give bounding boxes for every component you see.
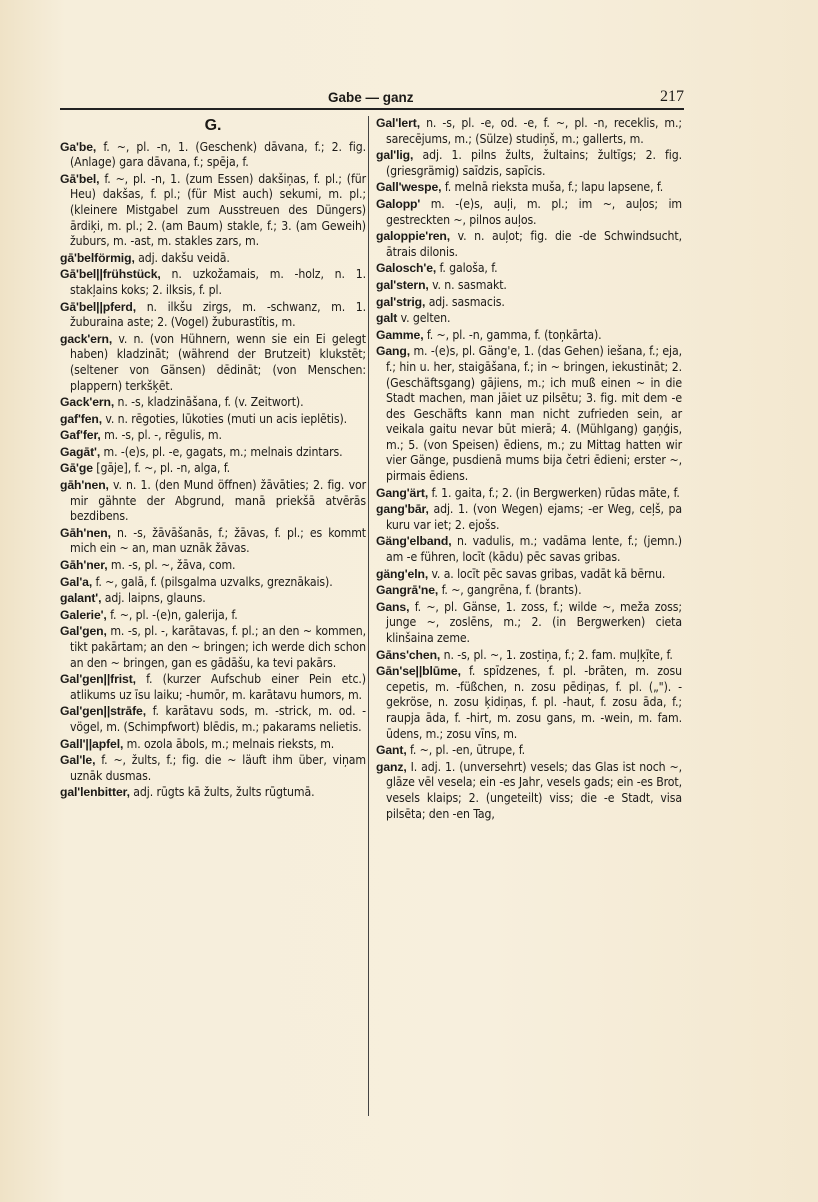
entry-headword: Gans, [376,599,410,614]
entry-headword: galoppie'ren, [376,229,451,244]
entry-definition: v. a. locīt pēc savas gribas, vadāt kā bērnu. [428,566,666,581]
entry-headword: Gal'le, [60,753,96,768]
right-entries [376,116,682,822]
entry-definition: m. -s, pl. ~, žāva, com. [107,558,236,573]
entry-headword: Gall'wespe, [376,180,442,195]
entry-headword: Galopp' [376,196,421,211]
entry-headword: galant', [60,591,102,606]
entry-headword: Gal'lert, [376,116,420,130]
entry-headword: Gang, [376,344,411,359]
dictionary-entry [60,737,366,753]
entry-headword: gā'belförmig, [60,250,135,265]
entry-definition: f. karātavu sods, m. -strick, m. od. -vögel, m. (Schimpfwort) blēdis, m.; pakarams nelietis. [70,704,366,734]
entry-headword: Gāh'ner, [60,558,108,573]
dictionary-entry [60,172,366,250]
entry-definition: v. n. sasmakt. [428,277,507,292]
entry-headword: gack'ern, [60,331,113,346]
dictionary-entry [376,502,682,533]
entry-definition: v. n. 1. (den Mund öffnen) žāvāties; 2. fig. vor mir gähnte der Abgrund, manā priekšā atvērās bezdibens. [70,478,366,524]
entry-headword: gang'bār, [376,502,429,517]
entry-headword: gaf'fen, [60,411,103,426]
entry-headword: gal'lig, [376,148,414,163]
dictionary-entry [60,395,366,411]
dictionary-entry [60,428,366,444]
entry-definition: f. ~, gangrēna, f. (brants). [438,583,582,598]
entry-definition: f. ~, pl. Gänse, 1. zoss, f.; wilde ~, meža zoss; junge ~, zoslēns, m.; 2. (in Bergwerken) cieta klinšaina zeme. [386,599,682,645]
entry-headword: Galosch'e, [376,261,437,276]
entry-definition: adj. rūgts kā žults, žults rūgtumā. [129,785,315,800]
entry-definition: I. adj. 1. (unversehrt) vesels; das Glas ist noch ~, glāze vēl vesela; ein -es Jahr, vesels gads; ein -es Brot, vesels klaips; 2. (ungeteilt) viss; die -e Stadt, visa pilsēta; den -en Tag, [386,759,682,821]
entry-definition: [gāje], f. ~, pl. -n, alga, f. [92,461,231,476]
entry-definition: f. melnā rieksta muša, f.; lapu lapsene, f. [441,180,664,195]
entry-headword: gäng'eln, [376,566,429,581]
dictionary-entry [60,785,366,801]
entry-headword: gal'lenbitter, [60,785,130,800]
dictionary-entry [60,267,366,298]
entry-headword: Galerie', [60,607,107,622]
entry-headword: Gā'bel, [60,171,100,186]
dictionary-entry [376,344,682,484]
entry-definition: f. ~, pl. -n, 1. (Geschenk) dāvana, f.; 2. fig. (Anlage) gara dāvana, f.; spēja, f. [70,139,366,170]
dictionary-entry [60,558,366,574]
entry-headword: Gall'||apfel, [60,736,124,751]
dictionary-entry [376,567,682,583]
dictionary-entry [376,311,682,327]
dictionary-entry [60,332,366,394]
dictionary-entry [376,743,682,759]
dictionary-entry [376,180,682,196]
entry-definition: adj. 1. (von Wegen) ejams; -er Weg, ceļš, pa kuru var iet; 2. ejošs. [386,502,682,532]
dictionary-entry [376,583,682,599]
dictionary-entry [60,753,366,784]
entry-definition: adj. dakšu veidā. [134,250,230,265]
entry-definition: f. ~, galā, f. (pilsgalma uzvalks, greznākais). [92,574,333,589]
entry-headword: Gā'ge [60,461,93,476]
entry-definition: v. n. auļot; fig. die -de Schwindsucht, ātrais dilonis. [386,229,682,259]
entry-definition: n. -s, pl. -e, od. -e, f. ~, pl. -n, receklis, m.; sarecējums, m.; (Sülze) studiņš, m.; gallerts, m. [386,116,682,146]
dictionary-entry [376,229,682,260]
entry-headword: ganz, [376,759,407,774]
dictionary-entry [376,148,682,179]
entry-headword: Gant, [376,743,407,758]
entry-headword: Gamme, [376,327,424,342]
left-entries [60,140,366,801]
running-head: Gabe — ganz [328,90,414,105]
dictionary-entry [60,251,366,267]
section-letter: G. [204,117,222,134]
dictionary-entry [376,486,682,502]
dictionary-entry [60,575,366,591]
entry-definition: m. ozola ābols, m.; melnais rieksts, m. [123,736,335,751]
entry-definition: m. -(e)s, pl. -e, gagats, m.; melnais dzintars. [100,444,343,459]
entry-headword: Gagāt', [60,444,101,459]
entry-definition: f. ~, pl. -(e)n, galerija, f. [106,607,238,622]
dictionary-entry [376,261,682,277]
dictionary-entry [60,478,366,525]
entry-definition: v. n. rēgoties, lūkoties (muti un acis ieplētis). [102,411,348,426]
entry-definition: f. ~, pl. -n, gamma, f. (toņkārta). [423,327,602,342]
dictionary-entry [60,461,366,477]
dictionary-entry [376,534,682,565]
dictionary-entry [60,300,366,331]
dictionary-entry [60,704,366,735]
right-column [376,116,682,823]
entry-definition: m. -s, pl. -, karātavas, f. pl.; an den ~ kommen, tikt pakārtam; an den ~ bringen; ich werde dich schon an den ~ bringen, gan es gādāšu, ka tevi pakārs. [70,624,366,670]
dictionary-entry [60,412,366,428]
entry-definition: f. ~, pl. -en, ūtrupe, f. [406,743,526,758]
entry-definition: n. vadulis, m.; vadāma lente, f.; (jemn.) am -e führen, locīt (kādu) pēc savas gribas. [386,534,682,565]
entry-definition: n. -s, žāvāšanās, f.; žāvas, f. pl.; es kommt mich ein ~ an, man uznāk žāvas. [70,525,366,556]
entry-definition: f. ~, pl. -n, 1. (zum Essen) dakšiņas, f. pl.; (für Heu) dakšas, f. pl.; (für Mist auch) sekumi, m. pl.; (kleinere Mistgabel zum Ausstreuen des Düngers) ārdiķi, m. pl.; 2. (am Baum) stakle, f.; 3. (am Geweih) žuburs, m. -ast, m. stakles zars, m. [70,171,366,249]
entry-headword: Gaf'fer, [60,428,101,443]
entry-definition: f. spīdzenes, f. pl. -brāten, m. zosu cepetis, m. -füßchen, n. zosu pēdiņas, f. pl. („"). -gekröse, n. zosu ķidiņas, f. pl. -haut, f. zosu āda, f.; raupja āda, f. -hirt, m. zosu gans, m. -wein, m. fam. ūdens, m.; zosu vīns, m. [386,664,682,741]
entry-headword: gāh'nen, [60,478,109,493]
entry-headword: Gang'ärt, [376,485,429,500]
entry-headword: Gā'bel||pferd, [60,299,137,314]
entry-headword: Gal'gen||strāfe, [60,704,147,719]
dictionary-entry [60,140,366,171]
entry-definition: n. ilkšu zirgs, m. -schwanz, m. 1. žuburaina aste; 2. (Vogel) žuburastītis, m. [70,299,366,330]
entry-definition: m. -(e)s, auļi, m. pl.; im ~, auļos; im gestreckten ~, pilnos auļos. [386,196,682,227]
entry-definition: m. -s, pl. -, rēgulis, m. [100,428,222,443]
entry-headword: Gäng'elband, [376,534,452,549]
entry-definition: m. -(e)s, pl. Gäng'e, 1. (das Gehen) iešana, f.; eja, f.; hin u. her, staigāšana, f.; in ~ bringen, iekustināt; 2. (Geschäftsgang) gājiens, m.; ich muß einen ~ in die Stadt machen, man jāiet uz pilsētu; 3. fig. mit dem -e des Geschäfts kann man nicht zufrieden sein, ar veikala gaitu nevar būt mierā; 4. (Mühlgang) gaņģis, m.; 5. (von Speisen) ēdiens, m.; zu Mittag hatten wir vier Gänge, pusdienā mums bija četri ēdieni; erster ~, pirmais ēdiens. [386,344,682,484]
entry-definition: f. (kurzer Aufschub einer Pein etc.) atlikums uz īsu laiku; -humōr, m. karātavu humors, m. [70,672,366,702]
entry-definition: n. -s, kladzināšana, f. (v. Zeitwort). [114,395,304,410]
entry-headword: Gack'ern, [60,395,115,410]
dictionary-entry [376,664,682,742]
entry-definition: n. -s, pl. ~, 1. zostiņa, f.; 2. fam. muļķīte, f. [440,647,673,662]
entry-headword: Gāns'chen, [376,647,441,662]
dictionary-entry [60,445,366,461]
entry-headword: Gal'a, [60,574,93,589]
entry-definition: f. 1. gaita, f.; 2. (in Bergwerken) rūdas māte, f. [428,485,680,500]
entry-headword: gal'stern, [376,277,429,292]
dictionary-entry [376,600,682,647]
page-number: 217 [660,88,684,105]
entry-definition: n. uzkožamais, m. -holz, n. 1. stakļains koks; 2. ilksis, f. pl. [70,267,366,297]
dictionary-entry [60,624,366,671]
left-column [60,116,366,802]
entry-headword: galt [376,311,398,326]
entry-headword: Gal'gen||frist, [60,672,136,687]
entry-headword: Gā'bel||frühstück, [60,267,161,282]
entry-headword: gal'strig, [376,294,426,309]
dictionary-entry [376,116,682,147]
dictionary-entry [376,328,682,344]
dictionary-entry [60,608,366,624]
entry-headword: Ga'be, [60,139,97,154]
dictionary-entry [376,197,682,228]
entry-definition: f. ~, žults, f.; fig. die ~ läuft ihm über, viņam uznāk dusmas. [70,753,366,783]
dictionary-entry [376,295,682,311]
dictionary-entry [376,760,682,822]
dictionary-entry [60,526,366,557]
entry-definition: adj. laipns, glauns. [101,591,206,606]
entry-definition: v. n. (von Hühnern, wenn sie ein Ei gelegt haben) kladzināt; (während der Brutzeit) klukstēt; (seltener von Gänsen) dēdināt; (von Menschen: plappern) terkšķēt. [70,331,366,393]
entry-definition: adj. 1. pilns žults, žultains; žultīgs; 2. fig. (griesgrämig) saīdzis, sapīcis. [386,148,682,178]
header-rule [60,108,684,110]
dictionary-entry [376,648,682,664]
column-divider [368,116,369,1116]
entry-headword: Gān'se||blūme, [376,664,461,679]
entry-headword: Gal'gen, [60,624,107,639]
dictionary-entry [60,591,366,607]
entry-headword: Gangrā'ne, [376,583,439,598]
entry-headword: Gāh'nen, [60,525,111,540]
dictionary-entry [60,672,366,703]
entry-definition: v. gelten. [397,311,451,326]
dictionary-entry [376,278,682,294]
entry-definition: adj. sasmacis. [425,294,505,309]
entry-definition: f. galoša, f. [436,261,498,276]
